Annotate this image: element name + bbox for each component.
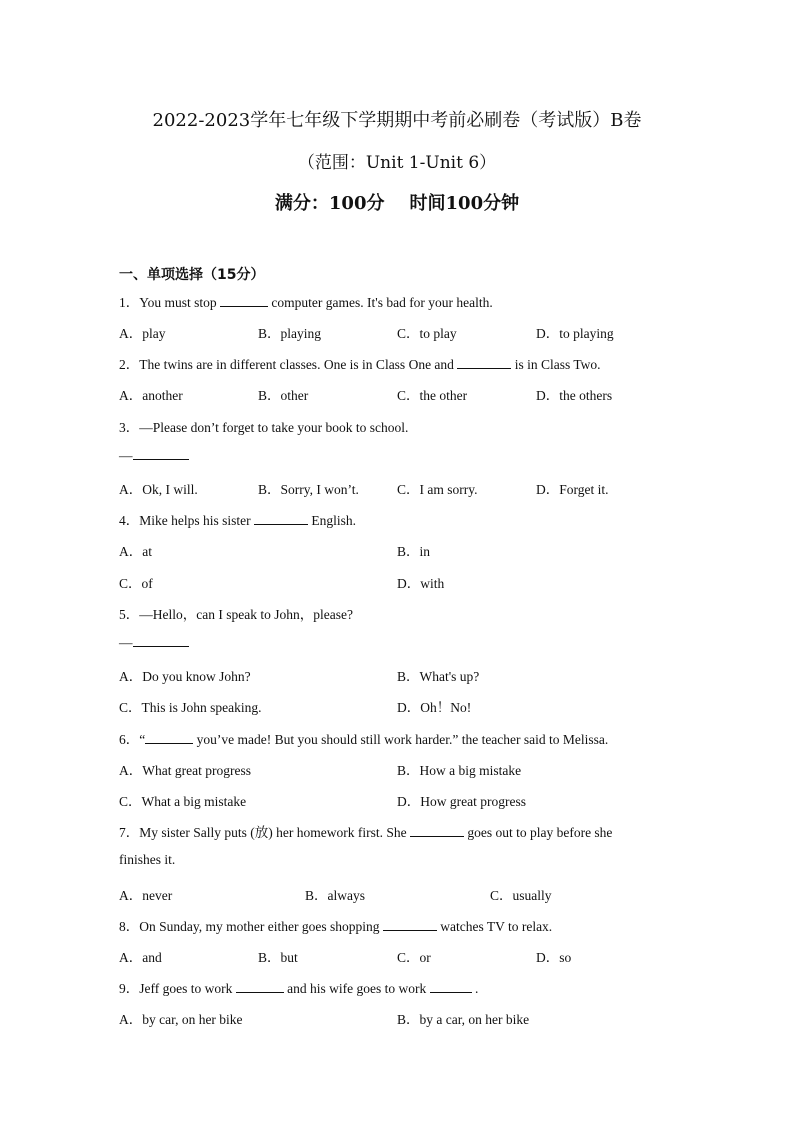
option-a: A．and	[119, 950, 162, 965]
stem-text: 2．The twins are in different classes. One is in Class One and	[119, 357, 458, 372]
question-stem	[119, 291, 493, 311]
reply-dash: —	[119, 635, 133, 650]
stem-text: is in Class Two.	[511, 357, 601, 372]
answer-blank	[254, 512, 308, 525]
stem-text: you’ve made! But you should still work harder.” the teacher said to Melissa.	[193, 732, 609, 747]
answer-blank	[457, 356, 511, 369]
option-a: A．play	[119, 326, 166, 341]
section-title: 一、单项选择（15分）	[119, 267, 265, 283]
option-d: D．so	[536, 950, 572, 965]
answer-blank	[430, 980, 472, 993]
option-a: A．another	[119, 388, 183, 403]
option-a: A．never	[119, 888, 173, 903]
reply-dash: —	[119, 448, 133, 463]
stem-text: computer games. It's bad for your health.	[268, 295, 493, 310]
option-b: B．other	[258, 388, 309, 403]
option-d: D．the others	[536, 388, 613, 403]
question-stem	[119, 915, 552, 935]
question-stem	[119, 821, 612, 841]
question-stem: 3．—Please don’t forget to take your book to school.	[119, 420, 409, 435]
exam-range: （范围：Unit 1-Unit 6）	[297, 153, 497, 173]
stem-text: 1．You must stop	[119, 295, 221, 310]
option-d: D．to playing	[536, 326, 614, 341]
stem-text: .	[471, 981, 479, 996]
option-d: D．Forget it.	[536, 482, 609, 497]
stem-text: 8．On Sunday, my mother either goes shopping	[119, 919, 383, 934]
question-stem	[119, 977, 478, 997]
answer-blank	[383, 918, 437, 931]
option-c: C．What a big mistake	[119, 794, 247, 809]
option-a: A．What great progress	[119, 763, 251, 778]
stem-text: 4．Mike helps his sister	[119, 513, 254, 528]
option-b: B．playing	[258, 326, 321, 341]
option-b: B．How a big mistake	[397, 763, 522, 778]
score-and-time: 满分：100分 时间100分钟	[274, 193, 520, 214]
question-stem-continued: finishes it.	[119, 852, 176, 867]
answer-blank	[236, 980, 284, 993]
answer-blank	[133, 634, 189, 647]
option-b: B．in	[397, 544, 431, 559]
stem-text: 6．“	[119, 732, 146, 747]
option-d: D．with	[397, 576, 445, 591]
option-d: D．How great progress	[397, 794, 526, 809]
option-a: A．at	[119, 544, 152, 559]
answer-blank	[133, 447, 189, 460]
option-c: C．to play	[397, 326, 457, 341]
option-c: C．the other	[397, 388, 468, 403]
question-stem	[119, 728, 608, 748]
question-stem	[119, 353, 601, 373]
option-a: A．by car, on her bike	[119, 1012, 243, 1027]
option-c: C．usually	[490, 888, 552, 903]
option-b: B．by a car, on her bike	[397, 1012, 530, 1027]
option-a: A．Do you know John?	[119, 669, 251, 684]
question-stem: 5．—Hello，can I speak to John，please?	[119, 607, 353, 622]
option-a: A．Ok, I will.	[119, 482, 198, 497]
option-c: C．This is John speaking.	[119, 700, 262, 715]
stem-text: watches TV to relax.	[436, 919, 553, 934]
answer-blank	[410, 824, 464, 837]
question-stem	[119, 509, 356, 529]
stem-text: goes out to play before she	[463, 825, 613, 840]
answer-blank	[145, 731, 193, 744]
stem-text: 7．My sister Sally puts (放) her homework first. She	[119, 825, 410, 840]
stem-text: 9．Jeff goes to work	[119, 981, 236, 996]
stem-text: English.	[308, 513, 357, 528]
reply-line	[119, 447, 189, 464]
answer-blank	[220, 294, 268, 307]
reply-line	[119, 634, 189, 651]
option-c: C．I am sorry.	[397, 482, 478, 497]
option-d: D．Oh！No!	[397, 700, 472, 715]
option-c: C．or	[397, 950, 431, 965]
stem-text: and his wife goes to work	[283, 981, 430, 996]
option-c: C．of	[119, 576, 153, 591]
option-b: B．always	[305, 888, 365, 903]
exam-title: 2022-2023学年七年级下学期期中考前必刷卷（考试版）B卷	[152, 110, 642, 131]
option-b: B．but	[258, 950, 298, 965]
option-b: B．Sorry, I won’t.	[258, 482, 359, 497]
option-b: B．What's up?	[397, 669, 480, 684]
